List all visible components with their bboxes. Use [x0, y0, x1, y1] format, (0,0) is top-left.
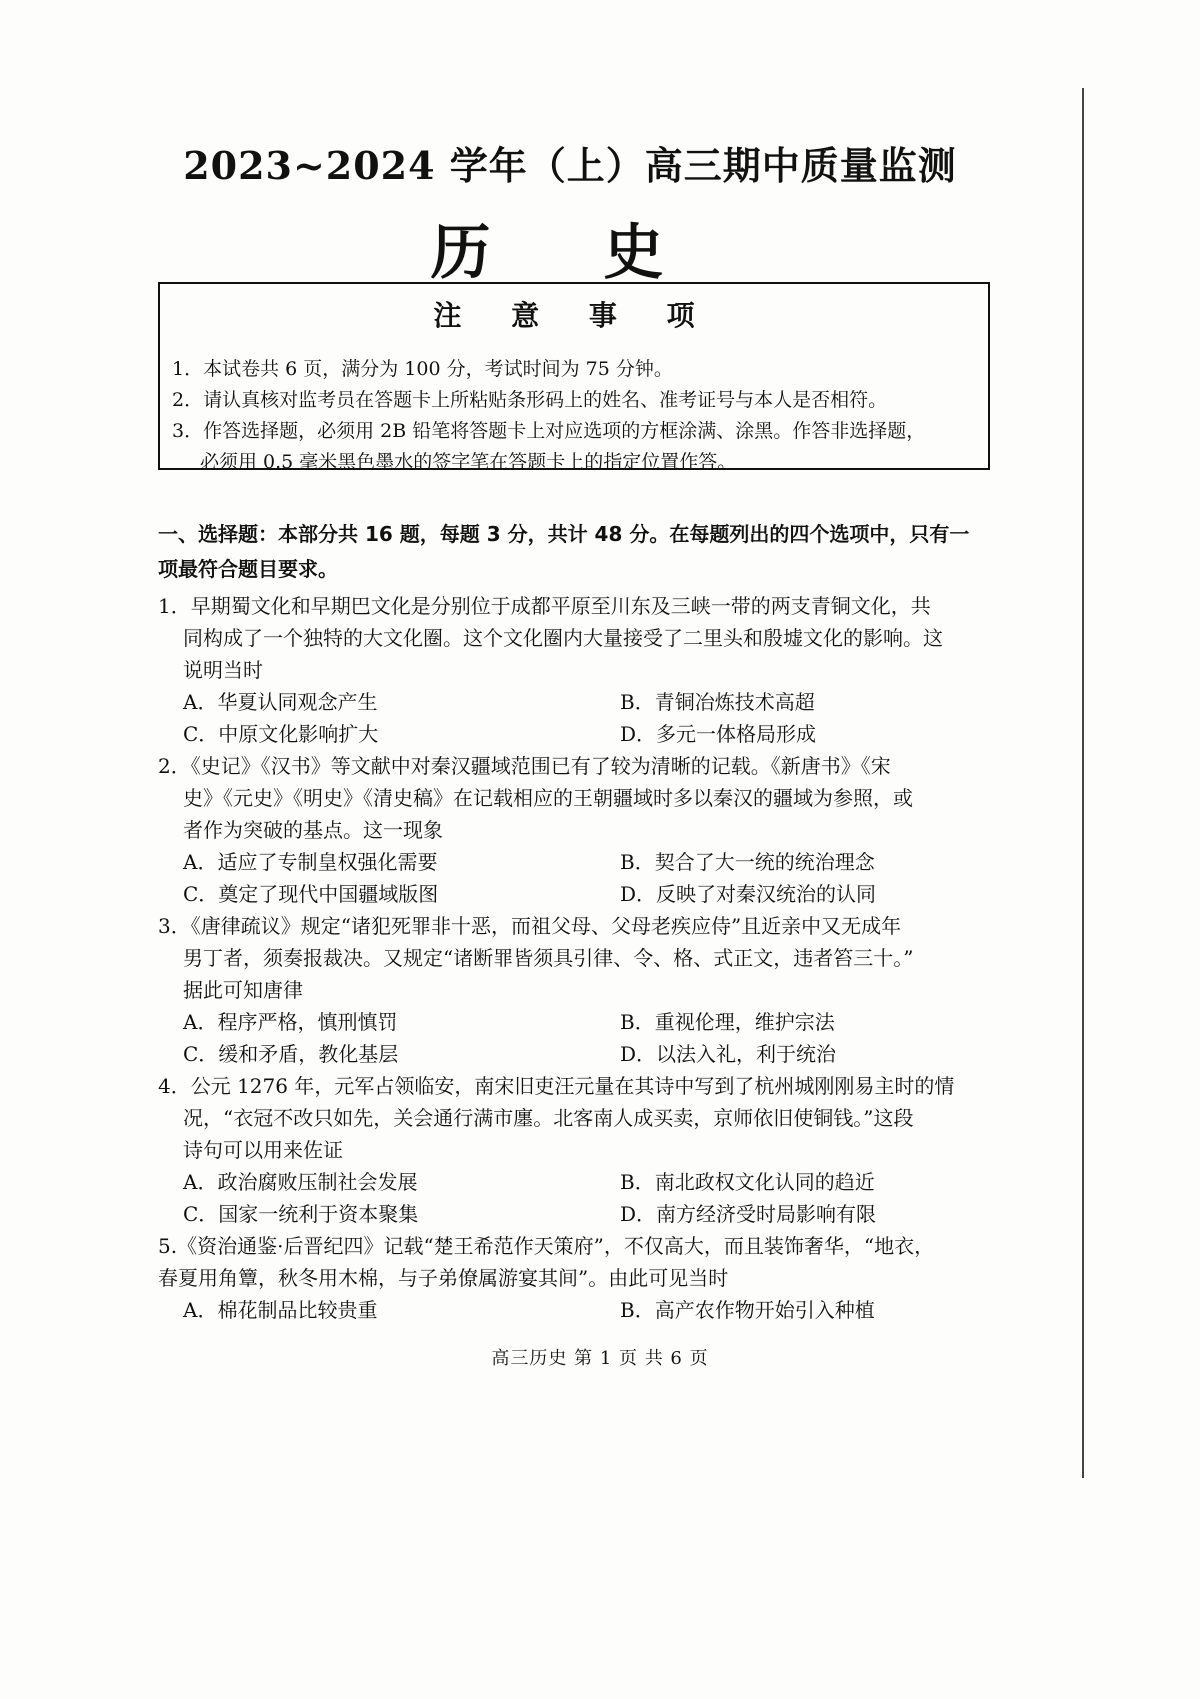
question-4-option-c: C．国家一统利于资本聚集 — [183, 1202, 419, 1226]
question-1-option-a: A．华夏认同观念产生 — [183, 690, 378, 714]
subject-title: 历 史 — [430, 218, 710, 288]
notice-title: 注 意 事 项 — [433, 299, 715, 332]
question-2-line: 者作为突破的基点。这一现象 — [183, 818, 443, 842]
question-5-line: 春夏用角簟，秋冬用木棉，与子弟僚属游宴其间”。由此可见当时 — [158, 1266, 729, 1290]
question-3-line: 男丁者，须奏报裁决。又规定“诸断罪皆须具引律、令、格、式正文，违者笞三十。” — [183, 946, 914, 970]
question-4-option-d: D．南方经济受时局影响有限 — [620, 1202, 877, 1226]
question-1-option-d: D．多元一体格局形成 — [620, 722, 817, 746]
question-2-line: 史》《元史》《明史》《清史稿》在记载相应的王朝疆域时多以秦汉的疆域为参照，或 — [183, 786, 913, 810]
question-1-option-b: B．青铜冶炼技术高超 — [620, 690, 815, 714]
question-2-option-a: A．适应了专制皇权强化需要 — [183, 850, 438, 874]
notice-item: 2．请认真核对监考员在答题卡上所粘贴条形码上的姓名、准考证号与本人是否相符。 — [172, 389, 888, 411]
notice-item: 1．本试卷共 6 页，满分为 100 分，考试时间为 75 分钟。 — [172, 358, 673, 380]
question-4-line: 诗句可以用来佐证 — [183, 1138, 343, 1162]
section-heading: 一、选择题：本部分共 16 题，每题 3 分，共计 48 分。在每题列出的四个选项中，只有一 — [158, 522, 970, 546]
question-3-option-d: D．以法入礼，利于统治 — [620, 1042, 837, 1066]
question-1-line: 1．早期蜀文化和早期巴文化是分别位于成都平原至川东及三峡一带的两支青铜文化，共 — [158, 594, 931, 618]
question-3-option-a: A．程序严格，慎刑慎罚 — [183, 1010, 398, 1034]
question-5-option-a: A．棉花制品比较贵重 — [183, 1298, 378, 1322]
question-4-line: 4．公元 1276 年，元军占领临安，南宋旧吏汪元量在其诗中写到了杭州城刚刚易主时的情 — [158, 1074, 955, 1098]
question-2-line: 2．《史记》《汉书》等文献中对秦汉疆域范围已有了较为清晰的记载。《新唐书》《宋 — [158, 754, 891, 778]
question-5-line: 5.《资治通鉴·后晋纪四》记载“楚王希范作天策府”，不仅高大，而且装饰奢华，“地衣， — [158, 1234, 935, 1258]
exam-title: 2023~2024 学年（上）高三期中质量监测 — [183, 143, 957, 188]
scan-edge-line — [1082, 88, 1084, 1478]
notice-item: 必须用 0.5 毫米黑色墨水的签字笔在答题卡上的指定位置作答。 — [200, 451, 737, 473]
question-2-option-b: B．契合了大一统的统治理念 — [620, 850, 875, 874]
question-4-option-a: A．政治腐败压制社会发展 — [183, 1170, 418, 1194]
question-5-option-b: B．高产农作物开始引入种植 — [620, 1298, 875, 1322]
notice-item: 3．作答选择题，必须用 2B 铅笔将答题卡上对应选项的方框涂满、涂黑。作答非选择题， — [172, 420, 926, 442]
question-3-option-c: C．缓和矛盾，教化基层 — [183, 1042, 399, 1066]
question-3-line: 据此可知唐律 — [183, 978, 303, 1002]
question-3-option-b: B．重视伦理，维护宗法 — [620, 1010, 835, 1034]
question-4-option-b: B．南北政权文化认同的趋近 — [620, 1170, 875, 1194]
section-heading: 项最符合题目要求。 — [158, 557, 338, 581]
notice-box — [158, 282, 990, 473]
question-1-option-c: C．中原文化影响扩大 — [183, 722, 379, 746]
question-4-line: 况，“衣冠不改只如先，关会通行满市廛。北客南人成买卖，京师依旧使铜钱。”这段 — [183, 1106, 914, 1130]
page-footer: 高三历史 第 1 页 共 6 页 — [491, 1348, 709, 1369]
question-1-line: 说明当时 — [183, 658, 263, 682]
question-2-option-c: C．奠定了现代中国疆域版图 — [183, 882, 439, 906]
question-3-line: 3．《唐律疏议》规定“诸犯死罪非十恶，而祖父母、父母老疾应侍”且近亲中又无成年 — [158, 914, 902, 938]
question-1-line: 同构成了一个独特的大文化圈。这个文化圈内大量接受了二里头和殷墟文化的影响。这 — [183, 626, 943, 650]
question-2-option-d: D．反映了对秦汉统治的认同 — [620, 882, 877, 906]
